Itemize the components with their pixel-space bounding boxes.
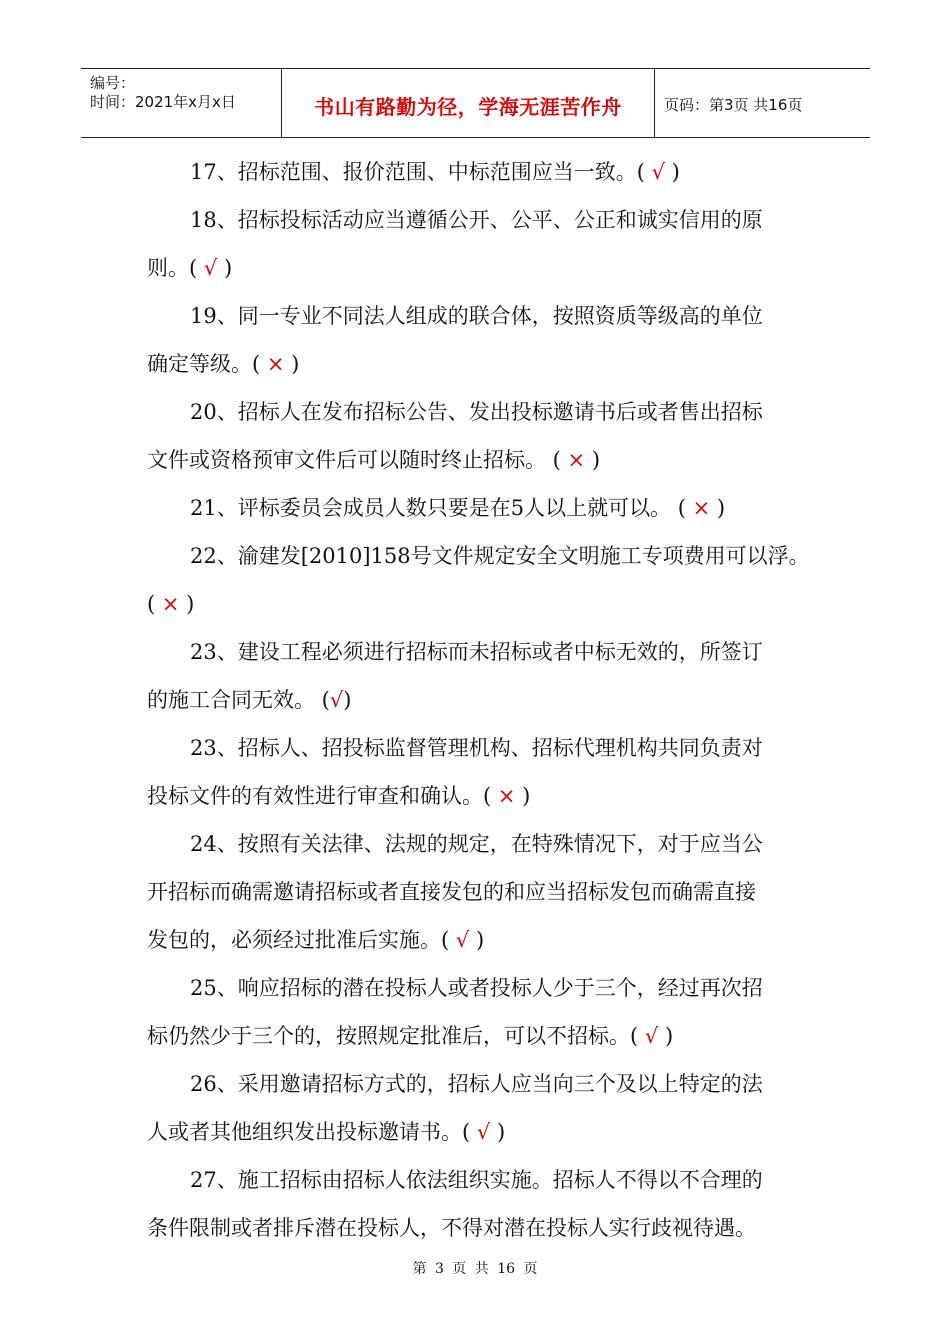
question-1-line-1	[147, 255, 232, 281]
check-mark-icon: √	[476, 1120, 491, 1144]
question-text: 17、招标范围、报价范围、中标范围应当一致。(	[190, 160, 652, 184]
question-text: 26、采用邀请招标方式的，招标人应当向三个及以上特定的法	[190, 1072, 763, 1096]
question-text: 的施工合同无效。 (	[147, 688, 330, 712]
question-6-line-0	[190, 639, 763, 665]
question-6-line-1	[147, 687, 351, 713]
question-8-line-2	[147, 927, 484, 953]
cross-mark-icon: ×	[266, 352, 285, 376]
question-text: 文件或资格预审文件后可以随时终止招标。 (	[147, 448, 568, 472]
question-10-line-0	[190, 1071, 763, 1097]
question-1-line-0	[190, 207, 763, 233]
answer-close-paren: )	[343, 688, 352, 712]
answer-close-paren: )	[284, 352, 300, 376]
header-meta-cell	[81, 69, 282, 137]
check-mark-icon: √	[203, 256, 218, 280]
question-text: 人或者其他组织发出投标邀请书。(	[147, 1120, 477, 1144]
question-text: 19、同一专业不同法人组成的联合体，按照资质等级高的单位	[190, 304, 763, 328]
header-motto-cell	[282, 69, 655, 137]
check-mark-icon: √	[329, 688, 344, 712]
question-5-line-0	[190, 543, 810, 569]
cross-mark-icon: ×	[497, 784, 516, 808]
check-mark-icon: √	[644, 1024, 659, 1048]
question-text: 21、评标委员会成员人数只要是在5人以上就可以。 (	[190, 496, 693, 520]
answer-close-paren: )	[515, 784, 531, 808]
answer-close-paren: )	[490, 1120, 506, 1144]
answer-close-paren: )	[710, 496, 726, 520]
question-7-line-1	[147, 783, 530, 809]
cross-mark-icon: ×	[692, 496, 711, 520]
question-0-line-0	[190, 159, 680, 185]
question-text: (	[147, 592, 162, 616]
answer-close-paren: )	[217, 256, 233, 280]
question-text: 投标文件的有效性进行审查和确认。(	[147, 784, 498, 808]
question-text: 则。(	[147, 256, 204, 280]
question-text: 24、按照有关法律、法规的规定，在特殊情况下，对于应当公	[190, 832, 763, 856]
check-mark-icon: √	[651, 160, 665, 184]
question-text: 发包的，必须经过批准后实施。(	[147, 928, 456, 952]
question-text: 25、响应招标的潜在投标人或者投标人少于三个，经过再次招	[190, 976, 763, 1000]
cross-mark-icon: ×	[161, 592, 180, 616]
question-11-line-0	[190, 1167, 763, 1193]
question-3-line-0	[190, 399, 763, 425]
question-text: 23、招标人、招投标监督管理机构、招标代理机构共同负责对	[190, 736, 763, 760]
question-text: 22、渝建发[2010]158号文件规定安全文明施工专项费用可以浮。	[190, 544, 810, 568]
answer-close-paren: )	[585, 448, 601, 472]
question-text: 开招标而确需邀请招标或者直接发包的和应当招标发包而确需直接	[147, 880, 756, 904]
question-10-line-1	[147, 1119, 505, 1145]
question-8-line-1	[147, 879, 756, 905]
cross-mark-icon: ×	[567, 448, 586, 472]
answer-close-paren: )	[664, 160, 680, 184]
header-motto: 书山有路勤为径，学海无涯苦作舟	[314, 95, 622, 119]
question-3-line-1	[147, 447, 600, 473]
answer-close-paren: )	[469, 928, 485, 952]
question-9-line-1	[147, 1023, 673, 1049]
page-header	[81, 68, 870, 138]
question-text: 确定等级。(	[147, 352, 267, 376]
question-8-line-0	[190, 831, 763, 857]
question-text: 23、建设工程必须进行招标而未招标或者中标无效的，所签订	[190, 640, 763, 664]
header-page-info: 页码：第3页 共16页	[664, 96, 803, 114]
page-footer: 第 3 页 共 16 页	[412, 1261, 538, 1277]
question-2-line-1	[147, 351, 299, 377]
question-text: 标仍然少于三个的，按照规定批准后，可以不招标。(	[147, 1024, 645, 1048]
question-9-line-0	[190, 975, 763, 1001]
question-5-line-1	[147, 591, 194, 617]
check-mark-icon: √	[455, 928, 470, 952]
answer-close-paren: )	[179, 592, 195, 616]
question-4-line-0	[190, 495, 725, 521]
question-7-line-0	[190, 735, 763, 761]
question-text: 条件限制或者排斥潜在投标人，不得对潜在投标人实行歧视待遇。	[147, 1216, 756, 1240]
question-2-line-0	[190, 303, 763, 329]
header-page-cell	[655, 69, 870, 137]
question-text: 27、施工招标由招标人依法组织实施。招标人不得以不合理的	[190, 1168, 763, 1192]
question-11-line-1	[147, 1215, 756, 1241]
question-text: 18、招标投标活动应当遵循公开、公平、公正和诚实信用的原	[190, 208, 763, 232]
document-number-label: 编号：	[90, 74, 136, 92]
document-date-label: 时间：2021年x月x日	[90, 93, 236, 111]
question-text: 20、招标人在发布招标公告、发出投标邀请书后或者售出招标	[190, 400, 763, 424]
answer-close-paren: )	[658, 1024, 674, 1048]
